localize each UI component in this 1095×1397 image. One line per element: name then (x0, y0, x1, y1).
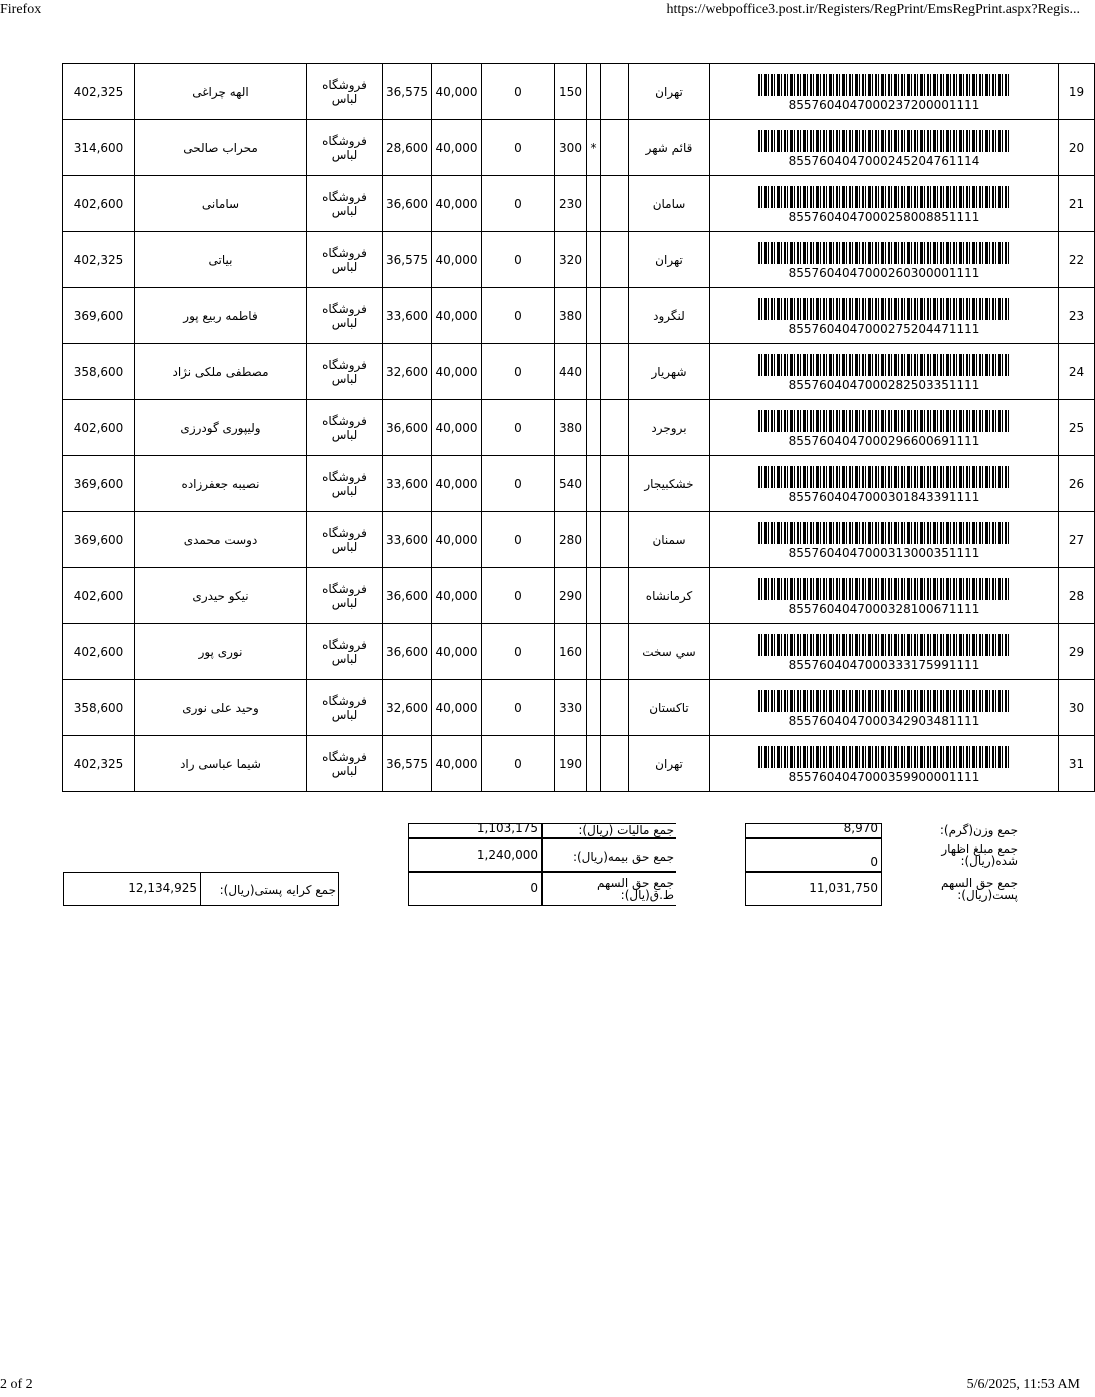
weight: 290 (555, 568, 587, 624)
flag-mark (587, 624, 601, 680)
barcode-cell (710, 288, 1059, 344)
recipient-name: ولیپوری گودرزی (135, 400, 307, 456)
destination-city: سامان (629, 176, 710, 232)
barcode-graphic (758, 74, 1010, 96)
flag-mark (587, 64, 601, 120)
sender-name: فروشگاه لباس (307, 288, 383, 344)
declared-value: 0 (482, 288, 555, 344)
declared-value: 0 (482, 512, 555, 568)
flag-mark (587, 344, 601, 400)
total-amount: 402,600 (63, 568, 135, 624)
barcode-graphic (758, 578, 1010, 600)
total-amount: 369,600 (63, 456, 135, 512)
tracking-number: 8557604047000301843391111 (788, 489, 980, 504)
declared-value: 0 (482, 232, 555, 288)
destination-city: سي سخت (629, 624, 710, 680)
empty-cell (601, 176, 629, 232)
recipient-name: الهه چراغی (135, 64, 307, 120)
declared-value: 0 (482, 120, 555, 176)
recipient-name: بیاتی (135, 232, 307, 288)
empty-cell (601, 288, 629, 344)
flag-mark (587, 288, 601, 344)
empty-cell (601, 736, 629, 792)
table-row (63, 232, 1095, 288)
total-amount: 314,600 (63, 120, 135, 176)
weight: 540 (555, 456, 587, 512)
total-weight-box (745, 823, 882, 838)
recipient-name: نیکو حیدری (135, 568, 307, 624)
sender-name: فروشگاه لباس (307, 736, 383, 792)
declared-value: 0 (482, 344, 555, 400)
postage-fee: 36,575 (383, 232, 432, 288)
barcode-cell (710, 400, 1059, 456)
insurance-fee: 40,000 (432, 232, 482, 288)
total-declared-box (745, 838, 882, 872)
weight: 160 (555, 624, 587, 680)
weight: 150 (555, 64, 587, 120)
total-insurance-label-box (542, 838, 676, 872)
barcode-graphic (758, 634, 1010, 656)
total-postage-label: جمع کرایه پستی(ریال): (219, 883, 336, 897)
total-share-tq-value: 0 (530, 881, 538, 895)
total-declared-value: 0 (870, 855, 878, 869)
insurance-fee: 40,000 (432, 400, 482, 456)
flag-mark (587, 736, 601, 792)
total-amount: 402,325 (63, 736, 135, 792)
tracking-number: 8557604047000359900001111 (788, 769, 980, 784)
total-amount: 358,600 (63, 344, 135, 400)
table-row (63, 120, 1095, 176)
total-share-tq-label-box (542, 872, 676, 906)
weight: 440 (555, 344, 587, 400)
barcode-cell (710, 64, 1059, 120)
total-tax-box (408, 823, 542, 838)
barcode-graphic (758, 522, 1010, 544)
tracking-number: 8557604047000258008851111 (788, 209, 980, 224)
insurance-fee: 40,000 (432, 288, 482, 344)
total-amount: 369,600 (63, 288, 135, 344)
destination-city: لنگرود (629, 288, 710, 344)
flag-mark (587, 232, 601, 288)
sender-name: فروشگاه لباس (307, 512, 383, 568)
tracking-number: 8557604047000296600691111 (788, 433, 980, 448)
print-header (0, 2, 1080, 22)
declared-value: 0 (482, 680, 555, 736)
recipient-name: محراب صالحی (135, 120, 307, 176)
total-amount: 402,600 (63, 176, 135, 232)
barcode-graphic (758, 354, 1010, 376)
flag-mark (587, 456, 601, 512)
row-number: 26 (1059, 456, 1095, 512)
row-number: 22 (1059, 232, 1095, 288)
row-number: 29 (1059, 624, 1095, 680)
barcode-cell (710, 176, 1059, 232)
sender-name: فروشگاه لباس (307, 232, 383, 288)
postage-fee: 36,600 (383, 568, 432, 624)
empty-cell (601, 400, 629, 456)
insurance-fee: 40,000 (432, 120, 482, 176)
sender-name: فروشگاه لباس (307, 680, 383, 736)
weight: 300 (555, 120, 587, 176)
sender-name: فروشگاه لباس (307, 64, 383, 120)
insurance-fee: 40,000 (432, 512, 482, 568)
table-row (63, 400, 1095, 456)
barcode-cell (710, 120, 1059, 176)
barcode-cell (710, 680, 1059, 736)
total-share-tq-box (408, 872, 542, 906)
insurance-fee: 40,000 (432, 344, 482, 400)
flag-mark (587, 176, 601, 232)
postage-fee: 36,600 (383, 400, 432, 456)
print-timestamp: 5/6/2025, 11:53 AM (966, 1377, 1080, 1392)
weight: 230 (555, 176, 587, 232)
weight: 380 (555, 288, 587, 344)
empty-cell (601, 120, 629, 176)
tracking-number: 8557604047000342903481111 (788, 713, 980, 728)
insurance-fee: 40,000 (432, 456, 482, 512)
total-amount: 402,325 (63, 64, 135, 120)
flag-mark: * (587, 120, 601, 176)
empty-cell (601, 64, 629, 120)
total-declared-label: جمع مبلغ اظهار شده(ریال): (941, 842, 1018, 868)
postage-fee: 36,575 (383, 736, 432, 792)
weight: 380 (555, 400, 587, 456)
total-insurance-box (408, 838, 542, 872)
destination-city: قائم شهر (629, 120, 710, 176)
barcode-graphic (758, 690, 1010, 712)
barcode-graphic (758, 298, 1010, 320)
postage-fee: 36,600 (383, 624, 432, 680)
barcode-graphic (758, 242, 1010, 264)
postage-fee: 33,600 (383, 456, 432, 512)
destination-city: کرمانشاه (629, 568, 710, 624)
insurance-fee: 40,000 (432, 680, 482, 736)
barcode-cell (710, 344, 1059, 400)
total-tax-label: جمع مالیات (ریال): (578, 823, 674, 837)
table-row (63, 624, 1095, 680)
empty-cell (601, 232, 629, 288)
total-insurance-value: 1,240,000 (476, 848, 538, 862)
barcode-cell (710, 568, 1059, 624)
barcode-graphic (758, 130, 1010, 152)
sender-name: فروشگاه لباس (307, 120, 383, 176)
table-row (63, 344, 1095, 400)
weight: 320 (555, 232, 587, 288)
empty-cell (601, 512, 629, 568)
total-postage-label-box (201, 872, 339, 906)
postage-fee: 36,600 (383, 176, 432, 232)
postage-fee: 36,575 (383, 64, 432, 120)
insurance-fee: 40,000 (432, 624, 482, 680)
page-url: https://webpoffice3.post.ir/Registers/RegPrint/EmsRegPrint.aspx?Regis... (666, 2, 1080, 17)
tracking-number: 8557604047000260300001111 (788, 265, 980, 280)
declared-value: 0 (482, 176, 555, 232)
barcode-cell (710, 736, 1059, 792)
flag-mark (587, 512, 601, 568)
insurance-fee: 40,000 (432, 176, 482, 232)
postage-fee: 28,600 (383, 120, 432, 176)
empty-cell (601, 456, 629, 512)
tracking-number: 8557604047000328100671111 (788, 601, 980, 616)
flag-mark (587, 400, 601, 456)
row-number: 27 (1059, 512, 1095, 568)
total-insurance-label: جمع حق بیمه(ریال): (572, 850, 674, 864)
insurance-fee: 40,000 (432, 568, 482, 624)
registration-table (62, 63, 1095, 792)
weight: 330 (555, 680, 587, 736)
total-weight-value: 8,970 (843, 821, 878, 835)
destination-city: تهران (629, 736, 710, 792)
destination-city: تاکستان (629, 680, 710, 736)
barcode-graphic (758, 466, 1010, 488)
insurance-fee: 40,000 (432, 736, 482, 792)
destination-city: سمنان (629, 512, 710, 568)
total-tax-value: 1,103,175 (476, 821, 538, 835)
sender-name: فروشگاه لباس (307, 456, 383, 512)
tracking-number: 8557604047000282503351111 (788, 377, 980, 392)
row-number: 20 (1059, 120, 1095, 176)
total-postage-value: 12,134,925 (128, 881, 197, 895)
print-footer (0, 1377, 1080, 1397)
barcode-graphic (758, 186, 1010, 208)
barcode-cell (710, 456, 1059, 512)
recipient-name: نصیبه جعفرزاده (135, 456, 307, 512)
destination-city: شهریار (629, 344, 710, 400)
barcode-graphic (758, 410, 1010, 432)
row-number: 25 (1059, 400, 1095, 456)
postage-fee: 32,600 (383, 344, 432, 400)
recipient-name: وحید علی نوری (135, 680, 307, 736)
declared-value: 0 (482, 456, 555, 512)
browser-name: Firefox (0, 2, 42, 17)
row-number: 24 (1059, 344, 1095, 400)
total-amount: 358,600 (63, 680, 135, 736)
destination-city: تهران (629, 64, 710, 120)
tracking-number: 8557604047000313000351111 (788, 545, 980, 560)
tracking-number: 8557604047000237200001111 (788, 97, 980, 112)
recipient-name: نوری پور (135, 624, 307, 680)
empty-cell (601, 680, 629, 736)
table-row (63, 680, 1095, 736)
declared-value: 0 (482, 64, 555, 120)
table-row (63, 288, 1095, 344)
declared-value: 0 (482, 400, 555, 456)
row-number: 21 (1059, 176, 1095, 232)
sender-name: فروشگاه لباس (307, 568, 383, 624)
page-count: 2 of 2 (0, 1377, 33, 1392)
total-postage-box (63, 872, 201, 906)
weight: 280 (555, 512, 587, 568)
recipient-name: سامانی (135, 176, 307, 232)
table-row (63, 736, 1095, 792)
row-number: 19 (1059, 64, 1095, 120)
tracking-number: 8557604047000275204471111 (788, 321, 980, 336)
table-row (63, 64, 1095, 120)
table-row (63, 176, 1095, 232)
barcode-cell (710, 232, 1059, 288)
tracking-number: 8557604047000245204761114 (788, 153, 980, 168)
recipient-name: فاطمه ربیع پور (135, 288, 307, 344)
weight: 190 (555, 736, 587, 792)
table-row (63, 456, 1095, 512)
barcode-cell (710, 512, 1059, 568)
total-amount: 402,600 (63, 400, 135, 456)
row-number: 28 (1059, 568, 1095, 624)
destination-city: بروجرد (629, 400, 710, 456)
destination-city: تهران (629, 232, 710, 288)
postage-fee: 32,600 (383, 680, 432, 736)
barcode-cell (710, 624, 1059, 680)
empty-cell (601, 624, 629, 680)
sender-name: فروشگاه لباس (307, 176, 383, 232)
empty-cell (601, 344, 629, 400)
postage-fee: 33,600 (383, 512, 432, 568)
total-tax-label-box (542, 823, 676, 838)
row-number: 31 (1059, 736, 1095, 792)
sender-name: فروشگاه لباس (307, 344, 383, 400)
sender-name: فروشگاه لباس (307, 400, 383, 456)
total-amount: 402,600 (63, 624, 135, 680)
declared-value: 0 (482, 624, 555, 680)
postage-fee: 33,600 (383, 288, 432, 344)
recipient-name: دوست محمدی (135, 512, 307, 568)
empty-cell (601, 568, 629, 624)
destination-city: خشکبیجار (629, 456, 710, 512)
recipient-name: شیما عباسی راد (135, 736, 307, 792)
flag-mark (587, 568, 601, 624)
flag-mark (587, 680, 601, 736)
total-amount: 402,325 (63, 232, 135, 288)
total-weight-label: جمع وزن(گرم): (939, 823, 1018, 837)
total-share-post-value: 11,031,750 (809, 881, 878, 895)
table-row (63, 568, 1095, 624)
recipient-name: مصطفی ملکی نژاد (135, 344, 307, 400)
total-amount: 369,600 (63, 512, 135, 568)
row-number: 30 (1059, 680, 1095, 736)
table-row (63, 512, 1095, 568)
row-number: 23 (1059, 288, 1095, 344)
sender-name: فروشگاه لباس (307, 624, 383, 680)
total-share-post-label: جمع حق السهم پست(ریال): (940, 876, 1018, 902)
barcode-graphic (758, 746, 1010, 768)
total-share-post-box (745, 872, 882, 906)
total-share-tq-label: جمع حق السهم ط.ق(یال): (596, 876, 674, 902)
declared-value: 0 (482, 568, 555, 624)
tracking-number: 8557604047000333175991111 (788, 657, 980, 672)
insurance-fee: 40,000 (432, 64, 482, 120)
declared-value: 0 (482, 736, 555, 792)
